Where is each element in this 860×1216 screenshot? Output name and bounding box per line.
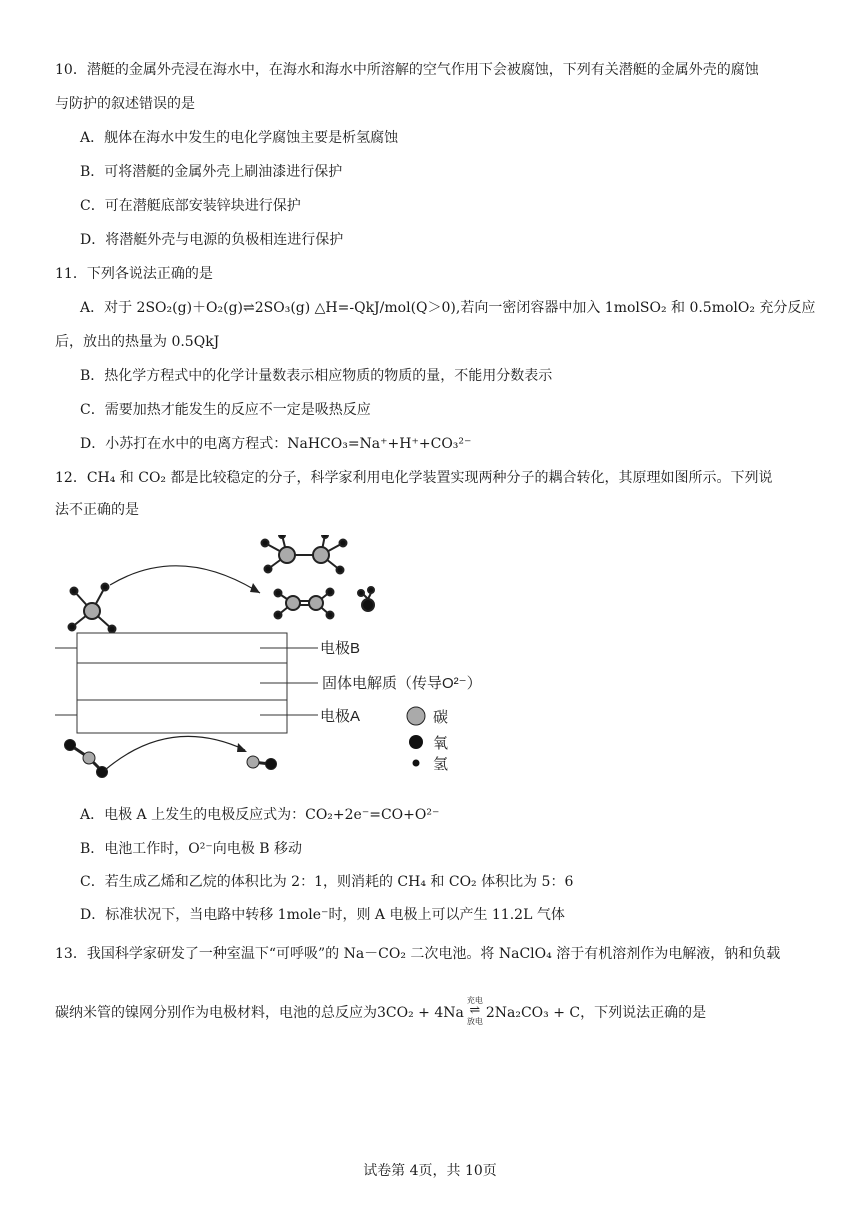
q12-stem-line1: 12．CH₄ 和 CO₂ 都是比较稳定的分子，科学家利用电化学装置实现两种分子的耦合转化，其原理如图所示。下列说	[55, 470, 773, 486]
q12-option-b: B．电池工作时，O²⁻向电极 B 移动	[80, 841, 302, 857]
legend-carbon-icon	[407, 707, 425, 725]
q11-option-a-line1: A．对于 2SO₂(g)＋O₂(g)⇌2SO₃(g) △H=-QkJ/mol(Q＞0),若向一密闭容器中加入 1molSO₂ 和 0.5molO₂ 充分反应	[80, 300, 816, 316]
water-molecule-icon	[358, 587, 374, 611]
arrow-label-charge: 充电	[466, 996, 483, 1005]
reaction-left: 3CO₂ + 4Na	[377, 1005, 464, 1021]
q10-option-b: B．可将潜艇的金属外壳上刷油漆进行保护	[80, 164, 343, 180]
electrode-a-label: 电极A	[320, 708, 361, 725]
legend-oxygen-icon	[409, 735, 423, 749]
q11-option-d: D．小苏打在水中的电离方程式：NaHCO₃=Na⁺+H⁺+CO₃²⁻	[80, 436, 472, 452]
top-arrow-icon	[110, 566, 260, 593]
ethylene-molecule-icon	[275, 589, 334, 619]
q13-stem-text-post: ，下列说法正确的是	[580, 1005, 707, 1021]
arrow-label-discharge: 放电	[466, 1017, 483, 1026]
q10-option-d: D．将潜艇外壳与电源的负极相连进行保护	[80, 232, 344, 248]
equilibrium-arrow-icon: ⇌	[469, 1003, 481, 1018]
q11-option-b: B．热化学方程式中的化学计量数表示相应物质的物质的量，不能用分数表示	[80, 368, 553, 384]
q10-option-a: A．舰体在海水中发生的电化学腐蚀主要是析氢腐蚀	[80, 130, 399, 146]
electrochemical-cell-figure	[50, 535, 510, 780]
cell-layers	[55, 633, 318, 733]
q11-option-a-line2: 后，放出的热量为 0.5QkJ	[55, 334, 220, 350]
legend-oxygen-label: 氧	[433, 735, 449, 752]
co-molecule-icon	[247, 756, 277, 770]
q12-option-d: D．标准状况下，当电路中转移 1mole⁻时，则 A 电极上可以产生 11.2L 气体	[80, 907, 565, 923]
electrode-b-label: 电极B	[320, 640, 361, 657]
q10-stem-line2: 与防护的叙述错误的是	[55, 96, 195, 112]
q13-stem-line1: 13．我国科学家研发了一种室温下“可呼吸”的 Na－CO₂ 二次电池。将 NaClO₄ 溶于有机溶剂作为电解液，钠和负载	[55, 946, 781, 962]
legend-hydrogen-icon	[413, 760, 420, 767]
page-footer: 试卷第 4页，共 10页	[363, 1163, 497, 1179]
q10-option-c: C．可在潜艇底部安装锌块进行保护	[80, 198, 301, 214]
reaction-right: 2Na₂CO₃ + C	[485, 1005, 581, 1021]
legend-hydrogen-label: 氢	[433, 756, 449, 773]
legend-carbon-label: 碳	[433, 709, 449, 726]
q13-stem-text-pre: 碳纳米管的镍网分别作为电极材料，电池的总反应为	[55, 1005, 377, 1021]
q11-option-c: C．需要加热才能发生的反应不一定是吸热反应	[80, 402, 371, 418]
q12-stem-line2: 法不正确的是	[55, 502, 139, 518]
q11-stem: 11．下列各说法正确的是	[55, 266, 213, 282]
methane-molecule-icon	[69, 584, 116, 633]
q12-option-c: C．若生成乙烯和乙烷的体积比为 2：1，则消耗的 CH₄ 和 CO₂ 体积比为 5：6	[80, 874, 574, 890]
ethane-molecule-icon	[262, 535, 347, 574]
q12-option-a: A．电极 A 上发生的电极反应式为：CO₂+2e⁻=CO+O²⁻	[80, 807, 440, 823]
co2-molecule-icon	[65, 740, 108, 778]
bottom-arrow-icon	[105, 736, 245, 770]
electrolyte-label: 固体电解质（传导O²⁻）	[322, 675, 482, 692]
q10-stem-line1: 10．潜艇的金属外壳浸在海水中，在海水和海水中所溶解的空气作用下会被腐蚀，下列有关潜艇的金属外壳的腐蚀	[55, 62, 759, 78]
reversible-arrow	[467, 996, 483, 1026]
q13-stem-line2	[55, 998, 706, 1028]
